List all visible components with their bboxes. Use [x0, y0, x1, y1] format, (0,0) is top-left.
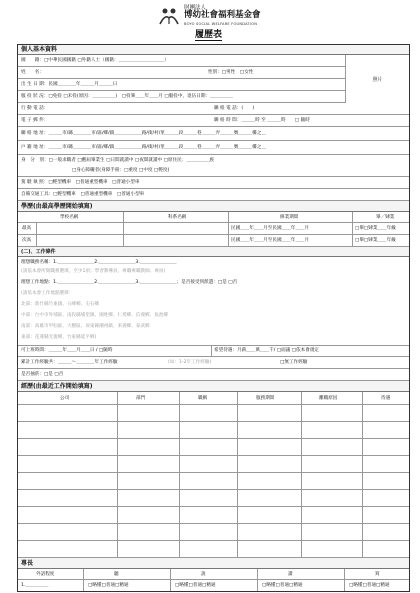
org-english-name: BOYO SOCIAL WELFARE FOUNDATION [184, 22, 258, 26]
location-hint: 北部：新竹縣竹東鎮、五峰鄉、尖石鄉 [21, 302, 100, 307]
no-experience-checkbox[interactable]: □無工作經驗 [280, 360, 308, 365]
work-row[interactable] [18, 541, 409, 558]
location-hint: (請依本會工作地點選擇： [21, 291, 74, 296]
name-field[interactable]: 姓 名： [21, 70, 44, 75]
work-row[interactable] [18, 507, 409, 524]
edu-row-label: 次高 [22, 238, 32, 243]
photo-box[interactable] [346, 55, 409, 103]
row-transport [18, 189, 409, 201]
section-conditions: (二)、工作條件 [18, 247, 409, 257]
speak-level[interactable]: □略懂□普通□精通 [175, 583, 216, 588]
form-title: 履歷表 [195, 30, 223, 40]
org-name: 博幼社會福利基金會 [184, 10, 261, 20]
write-level[interactable]: □略懂□普通□精通 [349, 583, 390, 588]
salary-field[interactable]: 希望待遇：月薪＿＿萬＿＿千/ □面議 □依本會規定 [214, 348, 320, 353]
gender-field[interactable]: 性別：□男性 □女性 [208, 70, 254, 75]
contact-address-field[interactable]: 聯 絡 地 址：＿＿＿市/縣＿＿＿＿市/區/鄉/鎮＿＿＿＿＿＿路/街/村/里＿＿＿段＿＿＿巷＿＿＿弄＿＿＿號＿＿＿樓之＿ [21, 131, 266, 136]
skill-divider [170, 569, 171, 591]
work-col-department: 部門 [136, 396, 146, 401]
desired-job-field[interactable]: 理想職務名稱：1.＿＿＿＿＿＿＿＿2.＿＿＿＿＿＿＿＿3.＿＿＿＿＿＿＿＿ [21, 260, 177, 265]
birth-date-field[interactable]: 出 生 日 期：民國＿＿＿＿年＿＿＿月＿＿＿日 [21, 82, 118, 87]
edu-col-major: 科系名稱 [168, 215, 187, 220]
section-education: 學歷(由最高學歷開始填寫) [18, 201, 409, 212]
edu-period-field[interactable]: 民國＿＿年＿＿月至民國＿＿年＿＿月 [231, 238, 310, 243]
identity-field[interactable]: 身 分 別：□一般求職者 □應屆畢業生 □日間就讀中 □夜間就讀中 □原住民：＿＿＿＿＿族 [21, 158, 214, 163]
skill-divider [344, 569, 345, 591]
resume-form [17, 44, 410, 592]
work-col-company: 公司 [60, 396, 70, 401]
skill-col-speak: 說 [201, 572, 206, 577]
location-hint: 南部：高雄市甲仙區、大樹區、屏東縣潮州鎮、來義鄉、泰武鄉 [21, 324, 150, 329]
location-hint: 中部：台中市外埔區、南投縣埔里鎮、國姓鄉、仁愛鄉、信義鄉、魚池鄉 [21, 313, 169, 318]
row-experience [18, 357, 409, 369]
work-row[interactable] [18, 405, 409, 422]
military-status-field[interactable]: 服 役 狀 況：□免役 □未役(原因：＿＿＿＿＿) □役畢＿＿年＿＿月 □服役中，退伍日期：＿＿＿＿＿ [21, 94, 234, 99]
skill-col-language: 外語程度 [36, 572, 55, 577]
work-row[interactable] [18, 473, 409, 490]
edu-divider [352, 212, 353, 247]
row-license [18, 177, 409, 189]
license-field[interactable]: 駕 駛 執 照：□輕型機車 □普通重型機車 □普通小型車 [21, 180, 140, 185]
row-start-salary [18, 345, 409, 357]
skill-divider [83, 569, 84, 591]
section-work-history: 經歷(由最近工作開始填寫) [18, 381, 409, 392]
row-identity [18, 155, 409, 177]
disability-field[interactable]: □身心障礙者(身障手冊：□重度 □中度 □輕度) [72, 168, 170, 173]
read-level[interactable]: □略懂□普通□精通 [262, 583, 303, 588]
nationality-field[interactable]: 國 籍：□中華民國國籍 □外籍人士（國籍：＿＿＿＿＿＿＿＿＿＿） [21, 58, 169, 63]
edu-divider [123, 212, 124, 247]
edu-col-status: 畢／肄業 [376, 215, 395, 220]
work-col-reason: 離職原因 [319, 396, 338, 401]
contact-time-field[interactable]: 聯 絡 時 間：＿＿＿時 至 ＿＿＿時 □ 隨時 [214, 118, 310, 123]
contact-phone-field[interactable]: 聯 絡 電 話：( ) [214, 106, 255, 111]
start-date-field[interactable]: 可上班時間：＿＿＿年＿＿月＿＿日 / □隨時 [21, 348, 113, 353]
work-col-period: 服務期間 [256, 396, 275, 401]
language-field[interactable]: 1.＿＿＿＿＿ [21, 583, 49, 588]
listen-level[interactable]: □略懂□普通□精通 [88, 583, 129, 588]
work-row[interactable] [18, 422, 409, 439]
edu-divider [36, 223, 37, 247]
location-hint: 東部：花蓮縣光復鄉、台東縣延平鄉) [21, 335, 97, 340]
skills-row [18, 580, 409, 591]
education-header-row [18, 212, 409, 223]
edu-status-field[interactable]: □畢□肄業＿＿年級 [355, 238, 396, 243]
row-address-contact [18, 127, 409, 141]
divider [211, 345, 212, 357]
foundation-logo-icon [158, 6, 180, 26]
work-divider [237, 392, 238, 558]
photo-label: 照片 [372, 76, 383, 83]
work-col-salary: 待遇 [381, 396, 391, 401]
education-row-second [18, 235, 409, 247]
row-email [18, 115, 409, 127]
experience-hint: (如：1-2年工作經驗) [168, 360, 212, 365]
desired-location-field[interactable]: 理想工作地點：1.＿＿＿＿＿＿＿＿2.＿＿＿＿＿＿＿＿3.＿＿＿＿＿＿＿＿；是否接受到派遣：□是 □否 [21, 280, 238, 285]
edu-status-field[interactable]: □畢□肄業＿＿年級 [355, 226, 396, 231]
work-row[interactable] [18, 490, 409, 507]
edu-period-field[interactable]: 民國＿＿年＿＿月至民國＿＿年＿＿月 [231, 226, 310, 231]
mobile-field[interactable]: 行 動 電 話： [21, 106, 49, 111]
row-phone [18, 103, 409, 115]
desired-job-hint: (請依本會所徵職務選填，至少1項；學習教導員、專職專職教師、專員) [21, 269, 166, 274]
edu-divider [228, 212, 229, 247]
work-divider [179, 392, 180, 558]
page-header [0, 0, 420, 42]
skill-col-listen: 聽 [114, 572, 119, 577]
work-row[interactable] [18, 456, 409, 473]
edu-row-label: 最高 [22, 226, 32, 231]
work-row[interactable] [18, 439, 409, 456]
edu-col-school: 學校名稱 [60, 215, 79, 220]
org-line1: 財團法人 [184, 5, 207, 11]
work-divider [362, 392, 363, 558]
row-address-household [18, 141, 409, 155]
work-divider [301, 392, 302, 558]
skill-divider [257, 569, 258, 591]
skills-header-row [18, 569, 409, 580]
skill-col-read: 讀 [288, 572, 293, 577]
email-field[interactable]: 電 子 郵 件： [21, 118, 49, 123]
work-divider [117, 392, 118, 558]
work-header-row [18, 392, 409, 405]
experience-field[interactable]: 累計工作經驗共：＿＿＿～＿＿＿＿年工作經驗 [21, 360, 118, 365]
work-row[interactable] [18, 524, 409, 541]
edu-col-period: 修業期間 [280, 215, 299, 220]
skill-col-write: 寫 [375, 572, 380, 577]
education-row-highest [18, 223, 409, 235]
household-address-field[interactable]: 戶 籍 地 址：＿＿＿市/縣＿＿＿＿市/區/鄉/鎮＿＿＿＿＿＿路/街/村/里＿＿＿段＿＿＿巷＿＿＿弄＿＿＿號＿＿＿樓之＿ [21, 145, 266, 150]
transport-field[interactable]: 自備交通工具：□輕型機車 □普通重型機車 □普通小型車 [21, 192, 145, 197]
work-col-title: 職稱 [198, 396, 208, 401]
smoking-field[interactable]: 是否抽菸：□是 □否 [21, 372, 64, 377]
row-smoking [18, 369, 409, 381]
section-skills: 專長 [18, 558, 409, 569]
section-personal: 個人基本資料 [18, 45, 409, 55]
